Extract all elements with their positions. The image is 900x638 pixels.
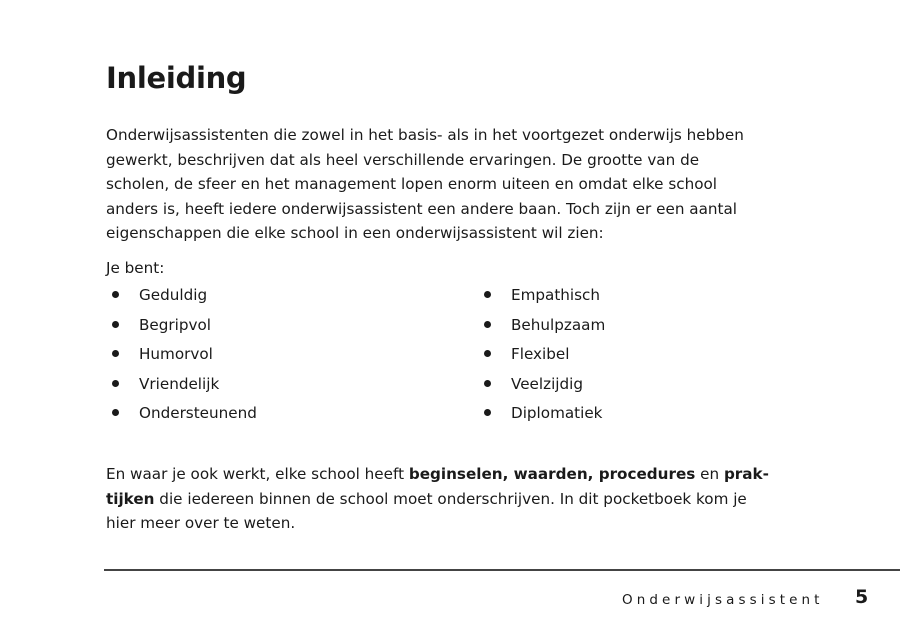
footer-book-title: Onderwijsassistent <box>622 592 824 608</box>
bullet-icon <box>484 409 491 416</box>
closing-text: hier meer over te weten. <box>106 514 296 532</box>
closing-paragraph <box>106 462 806 536</box>
list-item <box>112 313 257 343</box>
bullet-icon <box>112 291 119 298</box>
qualities-list-left <box>112 283 257 431</box>
intro-line: gewerkt, beschrijven dat als heel verschillende ervaringen. De grootte van de <box>106 150 700 169</box>
bullet-icon <box>484 291 491 298</box>
bullet-icon <box>484 380 491 387</box>
closing-bold-terms: beginselen, waarden, procedures <box>408 465 696 483</box>
list-item <box>484 401 605 431</box>
list-item-label: Vriendelijk <box>139 374 220 393</box>
bullet-icon <box>112 409 119 416</box>
list-item-label: Behulpzaam <box>511 315 606 334</box>
list-item <box>484 372 605 402</box>
list-item-label: Begripvol <box>139 315 212 334</box>
bullet-icon <box>484 321 491 328</box>
closing-bold-terms: prak- <box>723 465 769 483</box>
list-item <box>484 313 605 343</box>
bullet-icon <box>484 350 491 357</box>
list-lead: Je bent: <box>106 259 165 277</box>
closing-text: die iedereen binnen de school moet onderschrijven. In dit pocketboek kom je <box>154 489 747 508</box>
page-title: Inleiding <box>106 61 247 95</box>
list-item-label: Veelzijdig <box>511 374 584 393</box>
bullet-icon <box>112 380 119 387</box>
bullet-icon <box>112 350 119 357</box>
closing-bold-terms: tijken <box>106 489 155 508</box>
closing-text: en <box>695 465 724 483</box>
page-number: 5 <box>855 586 869 608</box>
intro-line: scholen, de sfeer en het management lopen enorm uiteen en omdat elke school <box>106 175 718 193</box>
footer-divider <box>104 569 900 571</box>
bullet-icon <box>112 321 119 328</box>
list-item-label: Flexibel <box>511 345 570 364</box>
list-item <box>112 401 257 431</box>
list-item-label: Geduldig <box>139 286 208 304</box>
list-item-label: Empathisch <box>511 286 601 304</box>
qualities-list-right <box>484 283 605 431</box>
intro-paragraph <box>106 123 806 246</box>
list-item <box>112 342 257 372</box>
list-item-label: Humorvol <box>139 345 213 364</box>
list-item-label: Ondersteunend <box>139 404 257 423</box>
list-item <box>112 372 257 402</box>
closing-text: En waar je ook werkt, elke school heeft <box>106 465 409 483</box>
list-item <box>112 283 257 313</box>
intro-line: anders is, heeft iedere onderwijsassistent een andere baan. Toch zijn er een aantal <box>106 199 737 218</box>
list-item-label: Diplomatiek <box>511 404 603 423</box>
list-item <box>484 283 605 313</box>
intro-line: eigenschappen die elke school in een onderwijsassistent wil zien: <box>106 224 604 242</box>
intro-line: Onderwijsassistenten die zowel in het basis- als in het voortgezet onderwijs hebben <box>106 126 744 144</box>
list-item <box>484 342 605 372</box>
